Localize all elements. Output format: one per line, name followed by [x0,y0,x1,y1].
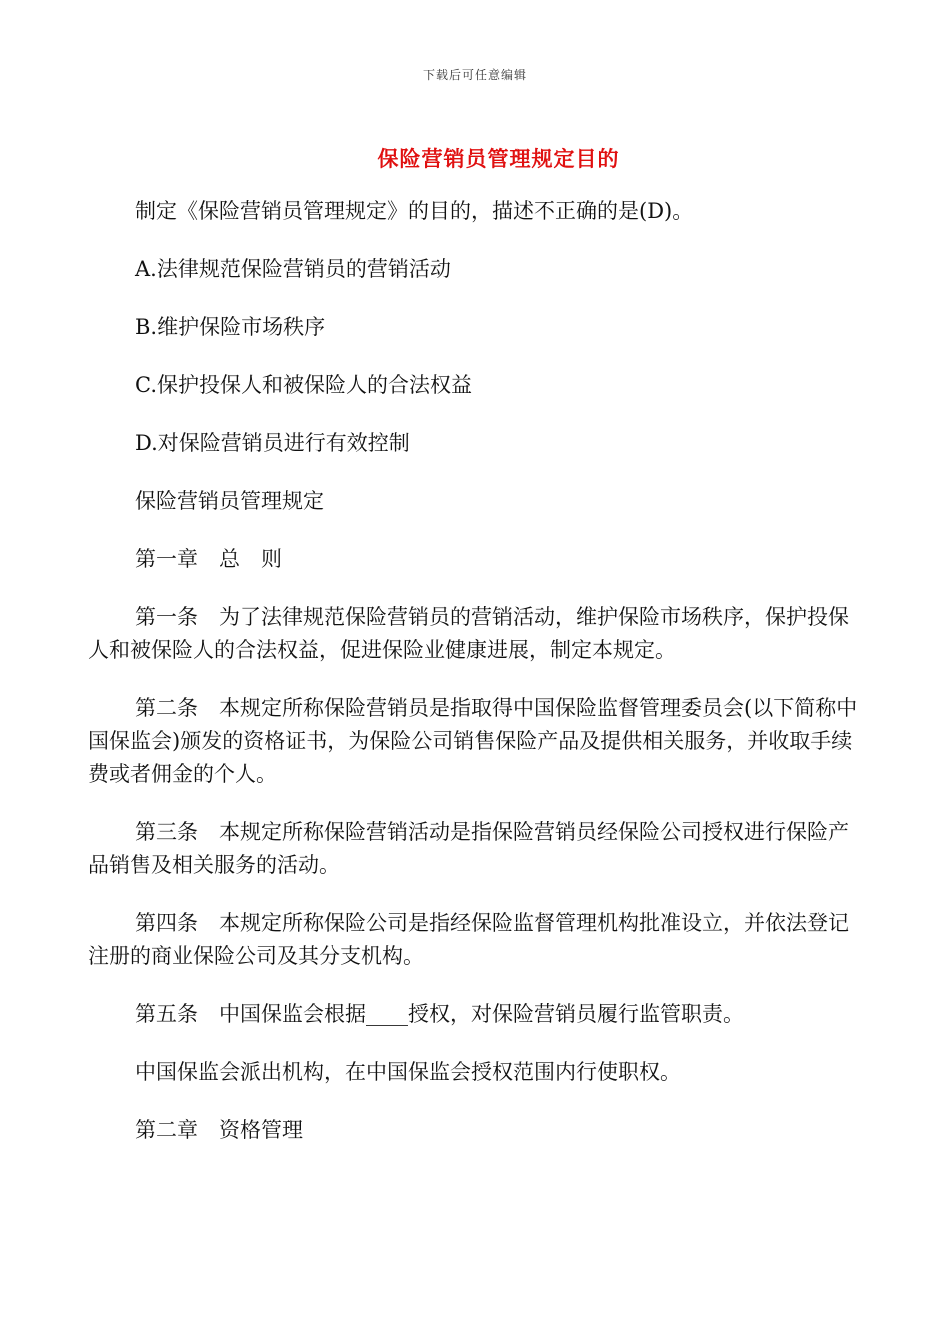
article-5: 第五条 中国保监会根据____授权，对保险营销员履行监管职责。 [135,1002,744,1026]
option-b: B.维护保险市场秩序 [135,315,326,339]
article-4: 第四条 本规定所称保险公司是指经保险监督管理机构批准设立，并依法登记注册的商业保险公司及其分支机构。 [88,911,849,968]
document-body [88,195,868,1172]
regulation-title: 保险营销员管理规定 [135,489,324,513]
document-title: 保险营销员管理规定目的 [377,146,620,171]
option-c: C.保护投保人和被保险人的合法权益 [135,373,472,397]
chapter-1-heading: 第一章 总 则 [135,547,282,571]
article-2: 第二条 本规定所称保险营销员是指取得中国保险监督管理委员会(以下简称中国保监会)颁发的资格证书，为保险公司销售保险产品及提供相关服务，并收取手续费或者佣金的个人。 [88,696,858,786]
chapter-2-heading: 第二章 资格管理 [135,1118,303,1142]
header-note: 下载后可任意编辑 [422,68,527,82]
article-1: 第一条 为了法律规范保险营销员的营销活动，维护保险市场秩序，保护投保人和被保险人的合法权益，促进保险业健康进展，制定本规定。 [88,605,849,662]
option-d: D.对保险营销员进行有效控制 [135,431,410,455]
option-a: A.法律规范保险营销员的营销活动 [135,257,451,281]
article-5-continuation: 中国保监会派出机构，在中国保监会授权范围内行使职权。 [135,1060,681,1084]
question-stem: 制定《保险营销员管理规定》的目的，描述不正确的是(D)。 [135,199,694,223]
article-3: 第三条 本规定所称保险营销活动是指保险营销员经保险公司授权进行保险产品销售及相关服务的活动。 [88,820,849,877]
